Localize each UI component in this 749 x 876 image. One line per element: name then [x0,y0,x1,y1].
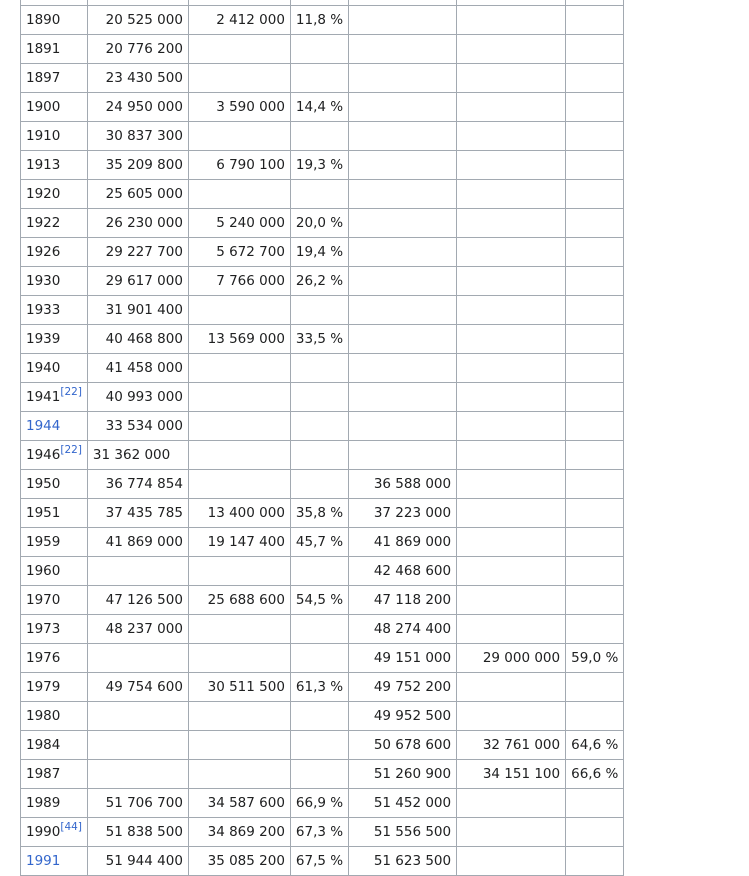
year-link[interactable]: 1944 [26,418,61,434]
value-cell-a: 26 230 000 [87,209,188,238]
value-cell-e [457,557,566,586]
value-cell-e: 32 761 000 [457,731,566,760]
value-cell-f: 66,6 % [566,760,624,789]
value-cell-a: 41 869 000 [87,528,188,557]
value-cell-b: 7 766 000 [188,267,290,296]
year-text: 1897 [26,70,61,86]
value-cell-c [290,615,348,644]
year-text: 1989 [26,795,61,811]
table-row [21,586,624,615]
year-cell [21,296,88,325]
value-cell-a: 30 837 300 [87,122,188,151]
value-cell-c [290,731,348,760]
value-cell-f [566,499,624,528]
value-cell-f: 59,0 % [566,644,624,673]
value-cell-d: 48 274 400 [349,615,457,644]
year-text: 1891 [26,41,61,57]
year-text: 1973 [26,621,61,637]
value-cell-a [87,760,188,789]
year-text: 1941 [26,389,61,405]
value-cell-c [290,383,348,412]
value-cell-f [566,151,624,180]
year-text: 1930 [26,273,61,289]
value-cell-a: 40 468 800 [87,325,188,354]
value-cell-c: 66,9 % [290,789,348,818]
value-cell-a: 35 209 800 [87,151,188,180]
table-row [21,93,624,122]
value-cell-a: 20 776 200 [87,35,188,64]
value-cell-d [349,209,457,238]
table-row [21,818,624,847]
value-cell-e [457,586,566,615]
value-cell-f [566,354,624,383]
table-row [21,325,624,354]
value-cell-b [188,383,290,412]
value-cell-e [457,499,566,528]
value-cell-c: 54,5 % [290,586,348,615]
year-cell [21,441,88,470]
value-cell-a [87,557,188,586]
year-cell[interactable] [21,847,88,876]
value-cell-e [457,615,566,644]
value-cell-b: 5 672 700 [188,238,290,267]
year-cell [21,6,88,35]
year-cell [21,528,88,557]
value-cell-d [349,412,457,441]
value-cell-a: 24 950 000 [87,93,188,122]
value-cell-d [349,6,457,35]
value-cell-d [349,122,457,151]
year-cell [21,615,88,644]
value-cell-e [457,267,566,296]
value-cell-b [188,412,290,441]
year-text: 1922 [26,215,61,231]
value-cell-e [457,35,566,64]
value-cell-b [188,731,290,760]
year-link[interactable]: 1991 [26,853,61,869]
value-cell-a: 33 534 000 [87,412,188,441]
value-cell-d: 42 468 600 [349,557,457,586]
year-text: 1946 [26,447,61,463]
value-cell-f [566,673,624,702]
value-cell-e [457,441,566,470]
value-cell-b: 5 240 000 [188,209,290,238]
table-row [21,760,624,789]
value-cell-c [290,296,348,325]
table-row [21,673,624,702]
value-cell-c [290,441,348,470]
year-cell [21,702,88,731]
value-cell-b [188,64,290,93]
value-cell-b: 25 688 600 [188,586,290,615]
year-cell [21,789,88,818]
value-cell-f [566,470,624,499]
value-cell-c: 19,3 % [290,151,348,180]
value-cell-b [188,35,290,64]
value-cell-c: 20,0 % [290,209,348,238]
year-text: 1939 [26,331,61,347]
year-text: 1984 [26,737,61,753]
value-cell-f [566,557,624,586]
value-cell-d: 51 452 000 [349,789,457,818]
year-text: 1913 [26,157,61,173]
table-row [21,238,624,267]
table-row [21,383,624,412]
value-cell-b: 34 869 200 [188,818,290,847]
year-text: 1990 [26,824,61,840]
value-cell-c: 67,5 % [290,847,348,876]
value-cell-a: 41 458 000 [87,354,188,383]
value-cell-b [188,180,290,209]
value-cell-d [349,180,457,209]
value-cell-e [457,818,566,847]
value-cell-f [566,296,624,325]
value-cell-b: 2 412 000 [188,6,290,35]
value-cell-f [566,325,624,354]
value-cell-b: 13 569 000 [188,325,290,354]
value-cell-d: 50 678 600 [349,731,457,760]
value-cell-e [457,383,566,412]
value-cell-c: 26,2 % [290,267,348,296]
table-row [21,267,624,296]
value-cell-e [457,6,566,35]
year-text: 1926 [26,244,61,260]
value-cell-b [188,644,290,673]
year-text: 1959 [26,534,61,550]
table-row [21,412,624,441]
value-cell-f [566,818,624,847]
value-cell-e: 29 000 000 [457,644,566,673]
table-row [21,296,624,325]
value-cell-f: 64,6 % [566,731,624,760]
year-cell[interactable] [21,412,88,441]
value-cell-b: 3 590 000 [188,93,290,122]
table-row [21,557,624,586]
year-text: 1987 [26,766,61,782]
value-cell-e [457,93,566,122]
value-cell-d [349,325,457,354]
table-row [21,615,624,644]
table-row [21,470,624,499]
value-cell-d [349,151,457,180]
value-cell-c: 33,5 % [290,325,348,354]
value-cell-d [349,267,457,296]
value-cell-b: 34 587 600 [188,789,290,818]
value-cell-c: 67,3 % [290,818,348,847]
value-cell-c: 11,8 % [290,6,348,35]
value-cell-b: 30 511 500 [188,673,290,702]
value-cell-d [349,238,457,267]
value-cell-d: 49 752 200 [349,673,457,702]
value-cell-f [566,180,624,209]
value-cell-f [566,383,624,412]
table-row [21,731,624,760]
value-cell-d [349,35,457,64]
value-cell-e [457,64,566,93]
value-cell-f [566,528,624,557]
year-text: 1900 [26,99,61,115]
value-cell-f [566,122,624,151]
value-cell-d [349,354,457,383]
table-row [21,702,624,731]
value-cell-f [566,586,624,615]
value-cell-d: 41 869 000 [349,528,457,557]
value-cell-c [290,702,348,731]
value-cell-e [457,528,566,557]
value-cell-a: 47 126 500 [87,586,188,615]
value-cell-e [457,325,566,354]
value-cell-a [87,644,188,673]
table-row [21,354,624,383]
value-cell-e [457,412,566,441]
value-cell-e [457,673,566,702]
value-cell-a: 29 227 700 [87,238,188,267]
reference-link[interactable]: [44] [60,821,82,833]
value-cell-f [566,702,624,731]
year-cell [21,267,88,296]
value-cell-e [457,238,566,267]
value-cell-a: 31 901 400 [87,296,188,325]
table-row [21,499,624,528]
value-cell-a: 20 525 000 [87,6,188,35]
year-text: 1951 [26,505,61,521]
year-text: 1970 [26,592,61,608]
population-table [20,0,624,876]
value-cell-a: 51 838 500 [87,818,188,847]
value-cell-c [290,760,348,789]
value-cell-f [566,93,624,122]
value-cell-c [290,354,348,383]
value-cell-b [188,354,290,383]
table-row [21,847,624,876]
value-cell-b [188,702,290,731]
value-cell-e [457,702,566,731]
table-row [21,441,624,470]
table-row [21,64,624,93]
value-cell-f [566,64,624,93]
year-cell [21,731,88,760]
value-cell-b [188,122,290,151]
value-cell-c [290,644,348,673]
value-cell-f [566,6,624,35]
value-cell-b: 35 085 200 [188,847,290,876]
value-cell-a [87,731,188,760]
table-row [21,122,624,151]
year-cell [21,209,88,238]
value-cell-b [188,470,290,499]
value-cell-d: 51 556 500 [349,818,457,847]
table-row [21,644,624,673]
value-cell-e: 34 151 100 [457,760,566,789]
year-text: 1979 [26,679,61,695]
table-row [21,528,624,557]
value-cell-a: 36 774 854 [87,470,188,499]
value-cell-c [290,470,348,499]
year-text: 1976 [26,650,61,666]
value-cell-d [349,64,457,93]
value-cell-d: 37 223 000 [349,499,457,528]
year-text: 1950 [26,476,61,492]
year-cell [21,64,88,93]
value-cell-a: 51 944 400 [87,847,188,876]
year-cell [21,325,88,354]
year-cell [21,818,88,847]
year-text: 1933 [26,302,61,318]
value-cell-c: 35,8 % [290,499,348,528]
value-cell-d: 51 260 900 [349,760,457,789]
year-cell [21,383,88,412]
reference-link[interactable]: [22] [60,444,82,456]
value-cell-f [566,789,624,818]
value-cell-b [188,296,290,325]
year-cell [21,673,88,702]
value-cell-d [349,441,457,470]
value-cell-f [566,847,624,876]
value-cell-b [188,615,290,644]
value-cell-a: 29 617 000 [87,267,188,296]
reference-link[interactable]: [22] [60,386,82,398]
value-cell-a: 48 237 000 [87,615,188,644]
year-cell [21,180,88,209]
value-cell-b: 6 790 100 [188,151,290,180]
value-cell-e [457,180,566,209]
value-cell-e [457,789,566,818]
table-row [21,151,624,180]
table-row [21,180,624,209]
value-cell-d [349,93,457,122]
value-cell-b: 19 147 400 [188,528,290,557]
year-cell [21,151,88,180]
year-cell [21,35,88,64]
year-cell [21,122,88,151]
year-text: 1890 [26,12,61,28]
value-cell-c: 61,3 % [290,673,348,702]
value-cell-b [188,760,290,789]
table-body [21,0,624,876]
value-cell-d [349,383,457,412]
value-cell-e [457,847,566,876]
year-text: 1980 [26,708,61,724]
year-text: 1920 [26,186,61,202]
value-cell-b [188,441,290,470]
value-cell-c: 45,7 % [290,528,348,557]
year-cell [21,760,88,789]
value-cell-d: 51 623 500 [349,847,457,876]
value-cell-e [457,122,566,151]
value-cell-a: 40 993 000 [87,383,188,412]
value-cell-f [566,35,624,64]
year-cell [21,644,88,673]
value-cell-a: 51 706 700 [87,789,188,818]
value-cell-d [349,296,457,325]
value-cell-e [457,354,566,383]
value-cell-d: 36 588 000 [349,470,457,499]
value-cell-b [188,557,290,586]
value-cell-f [566,238,624,267]
year-cell [21,93,88,122]
year-cell [21,499,88,528]
year-text: 1910 [26,128,61,144]
value-cell-c: 14,4 % [290,93,348,122]
value-cell-d: 47 118 200 [349,586,457,615]
year-cell [21,354,88,383]
value-cell-a: 37 435 785 [87,499,188,528]
value-cell-f [566,267,624,296]
table-row [21,35,624,64]
value-cell-f [566,412,624,441]
year-cell [21,470,88,499]
value-cell-c [290,412,348,441]
value-cell-e [457,151,566,180]
value-cell-c [290,180,348,209]
value-cell-e [457,470,566,499]
value-cell-f [566,441,624,470]
value-cell-c [290,122,348,151]
value-cell-f [566,615,624,644]
year-text: 1940 [26,360,61,376]
value-cell-a [87,702,188,731]
year-cell [21,557,88,586]
value-cell-d: 49 952 500 [349,702,457,731]
table-row [21,209,624,238]
year-cell [21,238,88,267]
table-row [21,789,624,818]
year-text: 1960 [26,563,61,579]
year-cell [21,586,88,615]
value-cell-a: 25 605 000 [87,180,188,209]
value-cell-a: 31 362 000 [87,441,188,470]
value-cell-a: 23 430 500 [87,64,188,93]
value-cell-f [566,209,624,238]
table-row [21,6,624,35]
value-cell-d: 49 151 000 [349,644,457,673]
value-cell-b: 13 400 000 [188,499,290,528]
value-cell-c [290,64,348,93]
value-cell-a: 49 754 600 [87,673,188,702]
value-cell-c [290,35,348,64]
value-cell-e [457,296,566,325]
value-cell-c: 19,4 % [290,238,348,267]
value-cell-c [290,557,348,586]
value-cell-e [457,209,566,238]
